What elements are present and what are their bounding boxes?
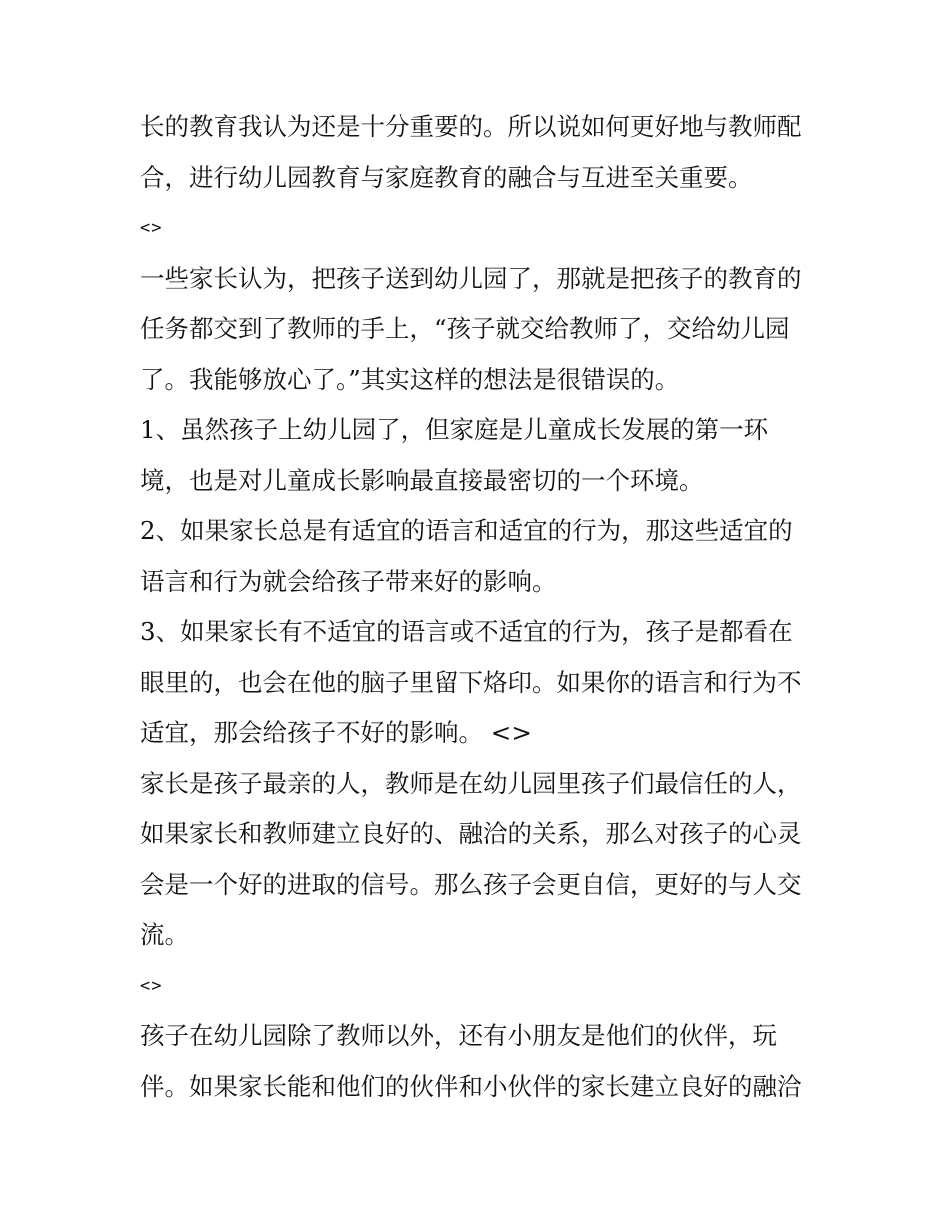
body-text <box>140 102 840 1112</box>
text-line: 眼里的，也会在他的脑子里留下烙印。如果你的语言和行为不 <box>140 667 802 697</box>
text-line: 孩子在幼儿园除了教师以外，还有小朋友是他们的伙伴，玩 <box>140 1021 777 1050</box>
text-line: 合，进行幼儿园教育与家庭教育的融合与互进至关重要。 <box>140 162 753 192</box>
section-marker: <> <box>140 218 163 238</box>
list-item-3: 3、如果家长有不适宜的语言或不适宜的行为，孩子是都看在 <box>140 617 793 646</box>
text-line: 了。我能够放心了。”其实这样的想法是很错误的。 <box>140 364 680 394</box>
text-line: 境，也是对儿童成长影响最直接最密切的一个环境。 <box>140 465 704 495</box>
text-line: 如果家长和教师建立良好的、融洽的关系，那么对孩子的心灵 <box>140 819 802 848</box>
text-line: 一些家长认为，把孩子送到幼儿园了，那就是把孩子的教育的 <box>140 263 802 293</box>
text-line: 流。 <box>140 920 189 949</box>
text-line: 任务都交到了教师的手上，“孩子就交给教师了，交给幼儿园 <box>140 314 790 343</box>
text-line: 家长是孩子最亲的人，教师是在幼儿园里孩子们最信任的人， <box>140 768 802 798</box>
text-line: 语言和行为就会给孩子带来好的影响。 <box>140 566 557 596</box>
text-line: 适宜，那会给孩子不好的影响。 <> <box>140 718 532 747</box>
text-line: 伴。如果家长能和他们的伙伴和小伙伴的家长建立良好的融洽 <box>140 1071 802 1101</box>
list-item-1: 1、虽然孩子上幼儿园了，但家庭是儿童成长发展的第一环 <box>140 415 769 444</box>
text-line: 会是一个好的进取的信号。那么孩子会更自信，更好的与人交 <box>140 869 802 899</box>
text-line: 长的教育我认为还是十分重要的。所以说如何更好地与教师配 <box>140 112 802 141</box>
section-marker: <> <box>140 975 163 996</box>
list-item-2: 2、如果家长总是有适宜的语言和适宜的行为，那这些适宜的 <box>140 516 793 545</box>
